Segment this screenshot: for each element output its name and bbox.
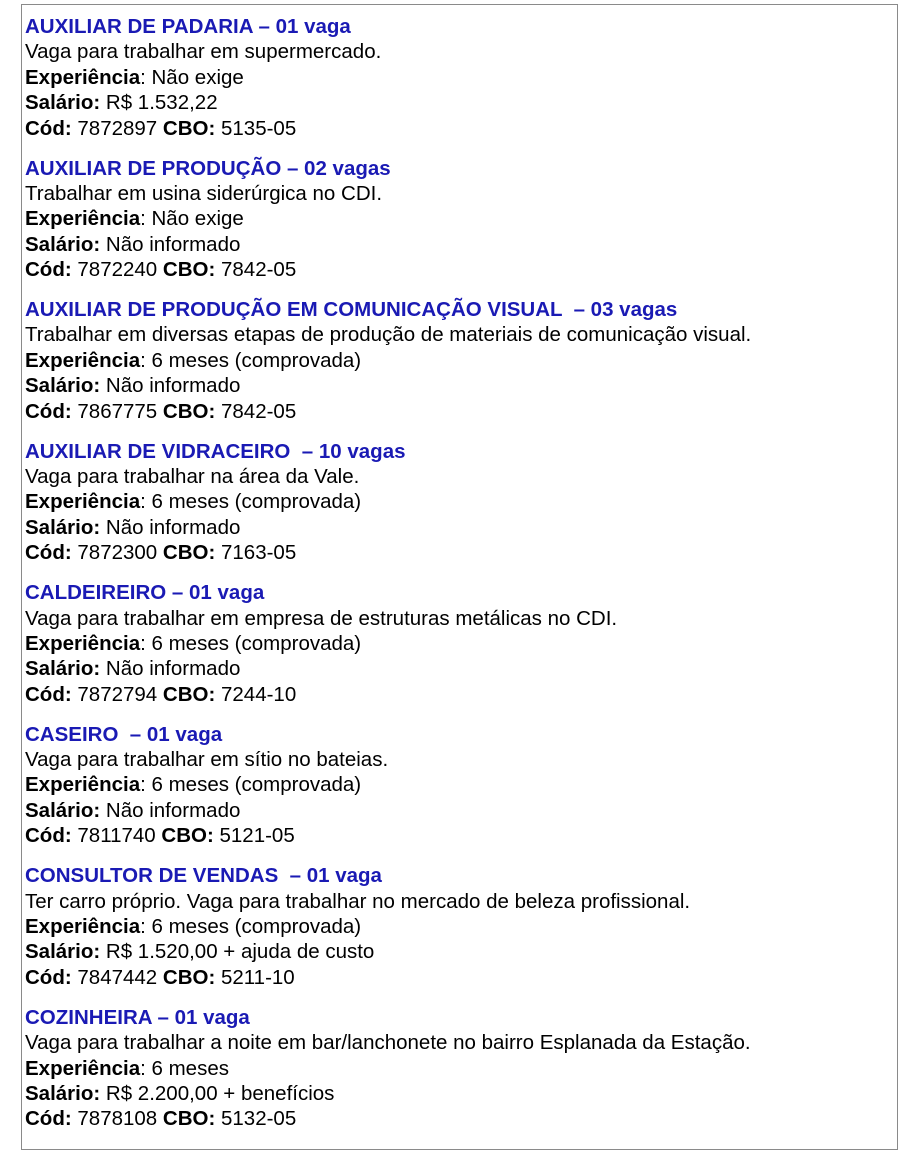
job-description: Trabalhar em diversas etapas de produção de materiais de comunicação visual.: [25, 323, 752, 347]
job-salary-row: [25, 90, 897, 115]
cbo-value: 7163-05: [221, 541, 297, 565]
job-title: AUXILIAR DE PRODUÇÃO – 02 vagas: [25, 156, 391, 180]
cbo-value: 5135-05: [221, 116, 297, 140]
job-code-row: [25, 965, 897, 990]
salary-value: R$ 2.200,00 + benefícios: [105, 1081, 335, 1105]
experience-label: Experiência: [25, 65, 141, 89]
experience-value: 6 meses: [151, 1056, 229, 1080]
cbo-value: 5211-10: [221, 965, 295, 989]
cbo-label: CBO:: [162, 682, 216, 706]
experience-separator: :: [140, 65, 152, 89]
job-description: Vaga para trabalhar na área da Vale.: [25, 465, 360, 488]
experience-value: 6 meses (comprovada): [151, 490, 362, 514]
job-entry: [25, 580, 897, 707]
code-value: 7872240: [77, 258, 158, 282]
cbo-value: 5132-05: [221, 1107, 297, 1131]
job-entry: [25, 14, 897, 141]
job-title: CONSULTOR DE VENDAS – 01 vaga: [25, 864, 382, 888]
experience-separator: :: [140, 207, 152, 231]
job-code-row: [25, 257, 897, 282]
job-code-row: [25, 823, 897, 848]
experience-value: 6 meses (comprovada): [151, 631, 362, 655]
cbo-value: 5121-05: [219, 824, 295, 848]
experience-label: Experiência: [25, 1056, 141, 1080]
salary-value: Não informado: [105, 374, 241, 398]
job-experience-row: [25, 65, 897, 90]
salary-value: R$ 1.532,22: [105, 91, 218, 115]
job-description: Vaga para trabalhar em empresa de estruturas metálicas no CDI.: [25, 606, 618, 630]
job-description: Vaga para trabalhar em sítio no bateias.: [25, 748, 389, 772]
job-experience-row: [25, 1056, 897, 1081]
salary-label: Salário:: [25, 232, 101, 256]
job-code-row: [25, 116, 897, 141]
code-value: 7867775: [77, 399, 158, 423]
cbo-label: CBO:: [161, 824, 214, 848]
experience-label: Experiência: [25, 207, 141, 231]
experience-label: Experiência: [25, 490, 141, 514]
job-description: Trabalhar em usina siderúrgica no CDI.: [25, 181, 383, 205]
job-salary-row: [25, 232, 897, 257]
job-experience-row: [25, 206, 897, 231]
code-value: 7872300: [77, 541, 158, 565]
job-title: CASEIRO – 01 vaga: [25, 722, 223, 746]
salary-value: Não informado: [105, 798, 241, 822]
experience-value: 6 meses (comprovada): [151, 915, 362, 938]
code-label: Cód:: [25, 824, 72, 848]
job-title: COZINHEIRA – 01 vaga: [25, 1005, 250, 1029]
job-title: CALDEIREIRO – 01 vaga: [25, 581, 265, 605]
code-value: 7878108: [77, 1107, 158, 1131]
job-experience-row: [25, 631, 897, 656]
cbo-value: 7842-05: [221, 399, 297, 423]
salary-label: Salário:: [25, 91, 101, 115]
job-description: Vaga para trabalhar a noite em bar/lanchonete no bairro Esplanada da Estação.: [25, 1031, 751, 1055]
job-title: AUXILIAR DE VIDRACEIRO – 10 vagas: [25, 439, 406, 463]
job-entry: [25, 156, 897, 283]
job-entry: [25, 863, 897, 990]
job-salary-row: [25, 373, 897, 398]
job-title: AUXILIAR DE PADARIA – 01 vaga: [25, 15, 351, 38]
experience-separator: :: [140, 773, 152, 797]
job-experience-row: [25, 772, 897, 797]
code-label: Cód:: [25, 1107, 72, 1131]
job-code-row: [25, 399, 897, 424]
experience-value: 6 meses (comprovada): [151, 773, 362, 797]
cbo-label: CBO:: [162, 258, 216, 282]
experience-value: Não exige: [151, 207, 244, 231]
job-description: Vaga para trabalhar em supermercado.: [25, 40, 382, 64]
salary-value: Não informado: [105, 657, 241, 681]
salary-label: Salário:: [25, 940, 101, 964]
code-label: Cód:: [25, 541, 72, 565]
code-value: 7872794: [77, 682, 158, 706]
code-label: Cód:: [25, 116, 72, 140]
job-salary-row: [25, 1081, 897, 1106]
experience-separator: :: [140, 490, 152, 514]
experience-separator: :: [140, 915, 152, 938]
cbo-label: CBO:: [162, 1107, 216, 1131]
code-label: Cód:: [25, 258, 72, 282]
job-salary-row: [25, 939, 897, 964]
cbo-value: 7244-10: [221, 682, 297, 706]
experience-label: Experiência: [25, 631, 141, 655]
experience-separator: :: [140, 631, 152, 655]
experience-separator: :: [140, 1056, 152, 1080]
cbo-label: CBO:: [162, 965, 216, 989]
code-value: 7811740: [77, 824, 156, 848]
salary-label: Salário:: [25, 374, 101, 398]
job-listing-panel: [21, 4, 898, 1150]
job-salary-row: [25, 656, 897, 681]
job-title: AUXILIAR DE PRODUÇÃO EM COMUNICAÇÃO VISUAL – 03 vagas: [25, 298, 678, 322]
salary-value: Não informado: [105, 515, 241, 539]
job-experience-row: [25, 914, 897, 939]
cbo-label: CBO:: [162, 541, 216, 565]
code-value: 7847442: [77, 965, 158, 989]
salary-value: Não informado: [105, 232, 241, 256]
experience-value: 6 meses (comprovada): [151, 348, 362, 372]
code-value: 7872897: [77, 116, 158, 140]
experience-label: Experiência: [25, 348, 141, 372]
job-entry: [25, 439, 897, 566]
job-code-row: [25, 1106, 897, 1131]
experience-label: Experiência: [25, 915, 141, 938]
experience-value: Não exige: [151, 65, 244, 89]
salary-value: R$ 1.520,00 + ajuda de custo: [105, 940, 375, 964]
cbo-label: CBO:: [162, 116, 216, 140]
job-salary-row: [25, 515, 897, 540]
job-entry: [25, 722, 897, 849]
cbo-value: 7842-05: [221, 258, 297, 282]
job-entry: [25, 297, 897, 424]
cbo-label: CBO:: [162, 399, 216, 423]
experience-label: Experiência: [25, 773, 141, 797]
job-salary-row: [25, 798, 897, 823]
job-code-row: [25, 540, 897, 565]
code-label: Cód:: [25, 682, 72, 706]
job-description: Ter carro próprio. Vaga para trabalhar no mercado de beleza profissional.: [25, 889, 691, 913]
salary-label: Salário:: [25, 657, 101, 681]
job-experience-row: [25, 489, 897, 514]
job-experience-row: [25, 348, 897, 373]
salary-label: Salário:: [25, 798, 101, 822]
job-entry: [25, 1005, 897, 1132]
salary-label: Salário:: [25, 515, 101, 539]
code-label: Cód:: [25, 399, 72, 423]
job-code-row: [25, 682, 897, 707]
code-label: Cód:: [25, 965, 72, 989]
experience-separator: :: [140, 348, 152, 372]
salary-label: Salário:: [25, 1081, 101, 1105]
